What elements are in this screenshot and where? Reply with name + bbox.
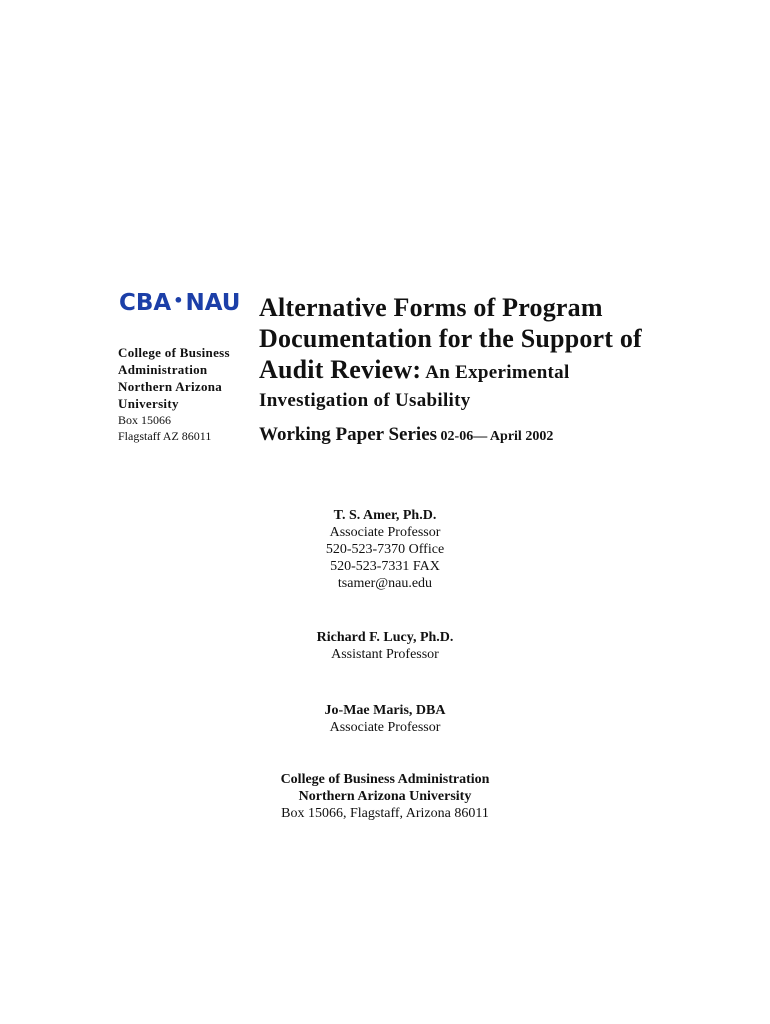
sidebar-address-block — [118, 344, 248, 444]
title-line-3 — [259, 354, 679, 388]
sidebar-org-line: Administration — [118, 362, 208, 377]
working-paper-series — [259, 424, 553, 446]
author-name: T. S. Amer, Ph.D. — [333, 508, 437, 523]
cba-nau-logo — [119, 292, 240, 315]
author-email: tsamer@nau.edu — [337, 576, 433, 591]
sidebar-org-line: College of Business — [118, 345, 230, 360]
author-name: Richard F. Lucy, Ph.D. — [316, 630, 454, 645]
author-title: Assistant Professor — [331, 647, 439, 662]
sidebar-org-line: Northern Arizona — [118, 379, 223, 394]
affiliation-block — [0, 771, 770, 822]
title-line-4: Investigation of Usability — [259, 390, 471, 411]
affiliation-university: Northern Arizona University — [298, 789, 472, 804]
title-line-3-large: Audit Review: — [259, 355, 422, 384]
author-phone: 520-523-7370 Office — [325, 542, 445, 557]
title-line-3-small: An Experimental — [421, 362, 570, 383]
logo-right-text: NAU — [185, 290, 241, 316]
author-name: Jo-Mae Maris, DBA — [324, 703, 446, 718]
author-fax: 520-523-7331 FAX — [330, 559, 440, 574]
sidebar-address-line: Box 15066 — [118, 413, 172, 427]
affiliation-college: College of Business Administration — [280, 772, 490, 787]
paper-title — [259, 292, 679, 414]
author-block — [0, 702, 770, 736]
title-line-2: Documentation for the Support of — [259, 324, 642, 353]
author-block — [0, 629, 770, 663]
author-title: Associate Professor — [329, 720, 441, 735]
author-title: Associate Professor — [329, 525, 441, 540]
sidebar-org-line: University — [118, 396, 179, 411]
title-line-1: Alternative Forms of Program — [259, 293, 603, 322]
logo-separator: • — [173, 291, 184, 310]
affiliation-address: Box 15066, Flagstaff, Arizona 86011 — [281, 806, 489, 821]
author-block — [0, 507, 770, 592]
sidebar-address-line: Flagstaff AZ 86011 — [118, 429, 212, 443]
series-number-date: 02-06— April 2002 — [437, 429, 554, 444]
series-label: Working Paper Series — [259, 424, 438, 445]
logo-left-text: CBA — [119, 290, 172, 316]
